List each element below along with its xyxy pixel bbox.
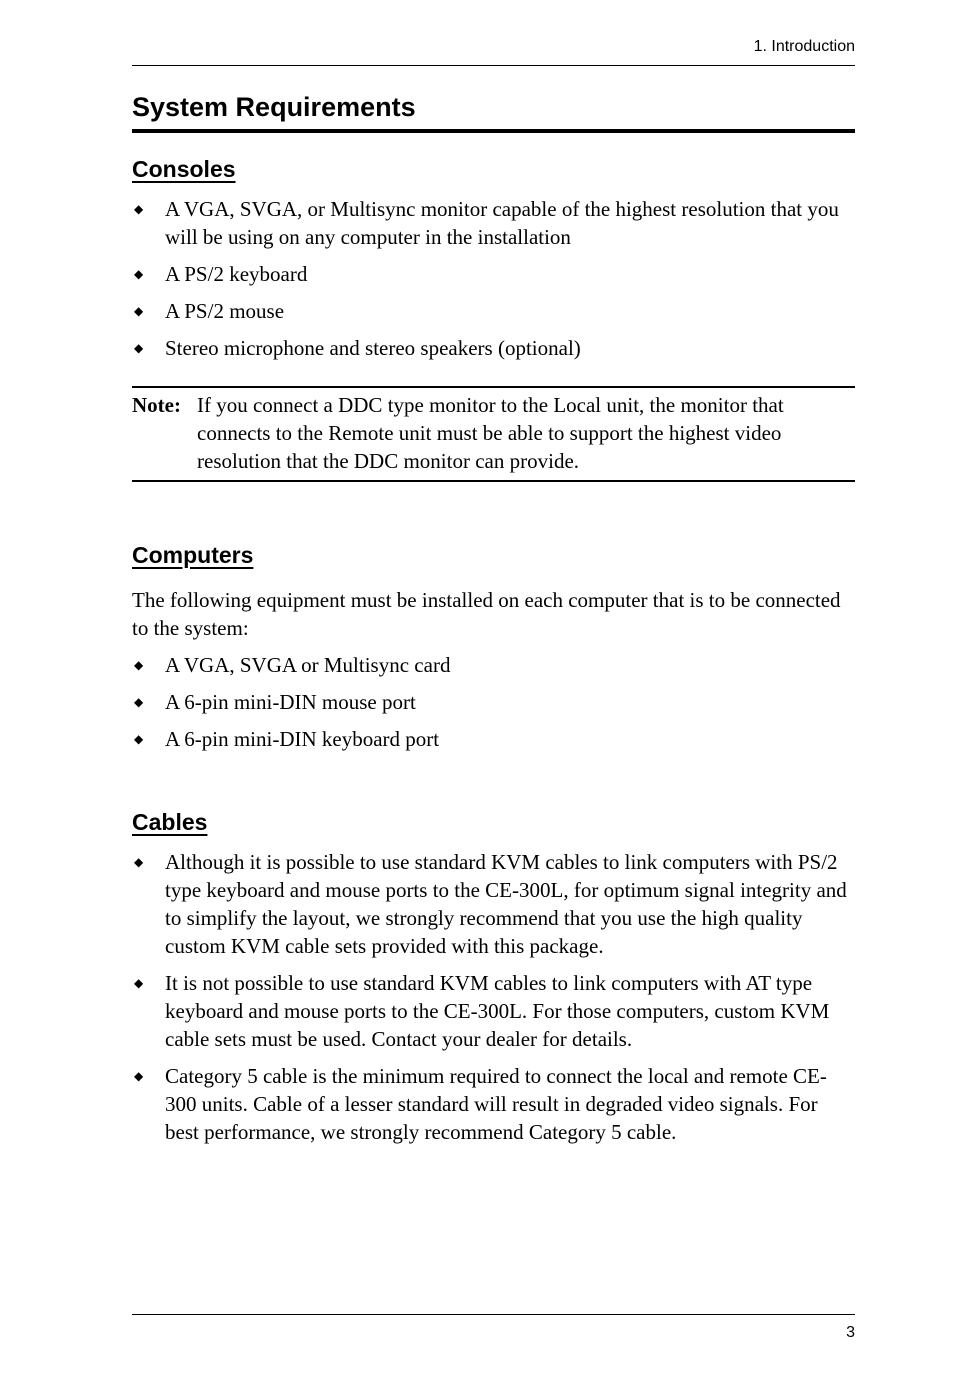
list-item: ◆ A PS/2 mouse	[134, 299, 285, 323]
note-label: Note:	[132, 393, 181, 417]
diamond-bullet-icon: ◆	[134, 658, 144, 672]
cables-heading: Cables	[132, 809, 208, 835]
list-item: ◆ Although it is possible to use standard KVM cables to link computers with PS/2 type keyboard and mouse ports to the CE-300L, for optimum signal integrity and to simplify the layout, we strongly recommend that you use the high quality custom KVM cable sets provided with this package.	[134, 850, 847, 958]
page-number: 3	[846, 1324, 855, 1341]
list-item: ◆ A VGA, SVGA, or Multisync monitor capable of the highest resolution that you will be using on any computer in the installation	[134, 197, 839, 249]
title-rule	[132, 129, 855, 133]
diamond-bullet-icon: ◆	[134, 976, 144, 990]
list-item: ◆ A 6-pin mini-DIN keyboard port	[134, 727, 440, 751]
computers-list	[132, 651, 855, 762]
diamond-bullet-icon: ◆	[134, 304, 144, 318]
list-item: ◆ Stereo microphone and stereo speakers (optional)	[134, 336, 581, 360]
running-head: 1. Introduction	[753, 38, 855, 55]
consoles-heading: Consoles	[132, 156, 236, 182]
computers-intro: The following equipment must be installed on each computer that is to be connected to the system:	[132, 588, 841, 640]
note-box	[132, 386, 855, 482]
diamond-bullet-icon: ◆	[134, 1069, 144, 1083]
diamond-bullet-icon: ◆	[134, 341, 144, 355]
list-item: ◆ A 6-pin mini-DIN mouse port	[134, 690, 416, 714]
footer-rule	[132, 1314, 855, 1315]
consoles-list	[132, 195, 855, 371]
header-rule	[132, 65, 855, 66]
cables-list	[132, 848, 855, 1155]
diamond-bullet-icon: ◆	[134, 855, 144, 869]
note-text: If you connect a DDC type monitor to the Local unit, the monitor that connects to the Remote unit must be able to support the highest video resolution that the DDC monitor can provide.	[197, 393, 784, 473]
page-title: System Requirements	[132, 92, 416, 122]
diamond-bullet-icon: ◆	[134, 732, 144, 746]
list-item: ◆ Category 5 cable is the minimum required to connect the local and remote CE-300 units. Cable of a lesser standard will result in degraded video signals. For best performance, we strongly recommend Category 5 cable.	[134, 1064, 827, 1144]
list-item: ◆ A VGA, SVGA or Multisync card	[134, 653, 451, 677]
diamond-bullet-icon: ◆	[134, 202, 144, 216]
computers-heading: Computers	[132, 542, 254, 568]
diamond-bullet-icon: ◆	[134, 695, 144, 709]
list-item: ◆ A PS/2 keyboard	[134, 262, 308, 286]
diamond-bullet-icon: ◆	[134, 267, 144, 281]
list-item: ◆ It is not possible to use standard KVM cables to link computers with AT type keyboard and mouse ports to the CE-300L. For those computers, custom KVM cable sets must be used. Contact your dealer for details.	[134, 971, 830, 1051]
